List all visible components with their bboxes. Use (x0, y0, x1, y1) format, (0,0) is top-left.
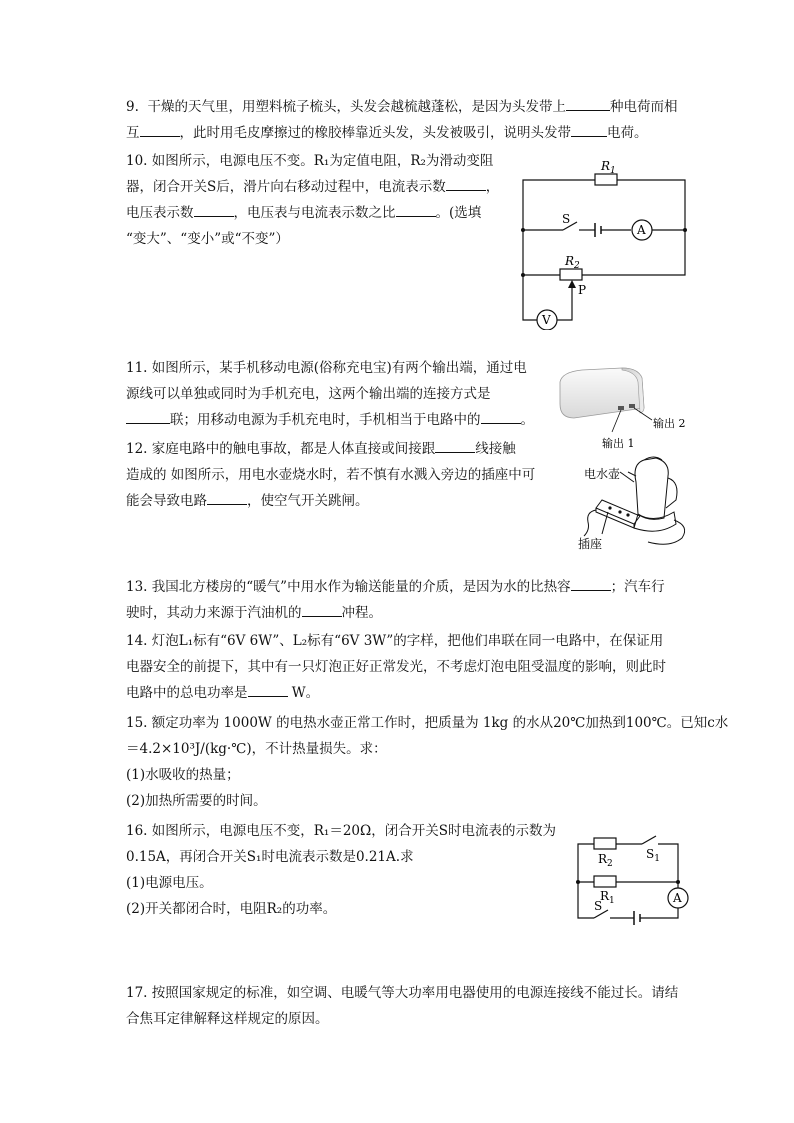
q9-blank-2[interactable] (140, 120, 180, 137)
ammeter-label: A (637, 223, 646, 237)
q15-text-4: (2)加热所需要的时间。 (126, 793, 267, 809)
q12-text-3a: 能会导致电路 (126, 493, 207, 509)
r2-label: $R_2$ (598, 852, 613, 869)
q10-blank-1[interactable] (446, 174, 486, 191)
q12-text-1b: 线接触 (475, 441, 516, 457)
question-11 (126, 355, 546, 433)
r1-resistor (594, 876, 616, 887)
q11-text-2: 源线可以单独或同时为手机充电，这两个输出端的连接方式是 (126, 386, 491, 402)
q16-circuit-diagram (572, 830, 694, 926)
q13-text-2b: 冲程。 (341, 605, 382, 621)
kettle-base (634, 512, 676, 531)
slider-arrow (568, 280, 576, 288)
q10-text-3b: ，电压表与电流表示数之比 (233, 205, 396, 221)
q12-blank-1[interactable] (435, 436, 475, 453)
battery (634, 911, 640, 925)
q17-text-1: 17. 按照国家规定的标准，如空调、电暖气等大功率用电器使用的电源连接线不能过长。请结 (126, 985, 679, 1001)
ammeter-label: A (673, 891, 682, 905)
q15-text-3: (1)水吸收的热量； (126, 767, 240, 783)
question-10 (126, 148, 526, 252)
q13-blank-1[interactable] (571, 574, 611, 591)
q16-text-3: (1)电源电压。 (126, 875, 213, 891)
r1-label: $R_1$ (600, 889, 615, 906)
q12-kettle-socket-figure (578, 452, 698, 552)
q12-text-3b: ，使空气开关跳闸。 (247, 493, 369, 509)
battery (595, 223, 601, 237)
q11-power-bank-figure (552, 360, 702, 452)
q14-blank-1[interactable] (248, 680, 288, 697)
q14-text-3a: 电路中的总电功率是 (126, 685, 248, 701)
q15-text-1: 15. 额定功率为 1000W 的电热水壶正常工作时，把质量为 1kg 的水从20℃加热到100℃。已知c水 (126, 715, 729, 731)
q11-text-3b: 。 (520, 412, 534, 428)
q10-text-3a: 电压表示数 (126, 205, 194, 221)
q10-blank-2[interactable] (194, 200, 234, 217)
r2-resistor (594, 838, 616, 849)
question-15 (126, 710, 729, 814)
q11-text-1: 11. 如图所示，某手机移动电源(俗称充电宝)有两个输出端，通过电 (126, 360, 527, 376)
socket-strip (596, 500, 640, 524)
s-label: S (594, 899, 603, 913)
r2-label: $R_2$ (565, 254, 580, 271)
question-12 (126, 436, 566, 514)
question-16 (126, 818, 566, 922)
q9-text-2b: ，此时用毛皮摩擦过的橡胶棒靠近头发，头发被吸引，说明头发带 (179, 125, 571, 141)
kettle-label: 电水壶 (584, 467, 621, 481)
q12-blank-2[interactable] (207, 488, 247, 505)
output-port-2 (629, 404, 635, 408)
q9-text-1b: 种电荷而相 (609, 99, 678, 115)
socket-label: 插座 (578, 537, 603, 551)
q9-text-2a: 互 (126, 125, 140, 141)
switch-s1 (642, 836, 656, 844)
q9-blank-1[interactable] (566, 94, 610, 111)
s-label: S (562, 212, 571, 226)
q13-blank-2[interactable] (302, 600, 342, 617)
q17-text-2: 合焦耳定律解释这样规定的原因。 (126, 1011, 329, 1027)
s1-label: $S_1$ (646, 847, 660, 864)
voltmeter-label: V (542, 313, 551, 327)
question-9 (126, 94, 696, 146)
question-13 (126, 574, 696, 626)
output-1-label: 输出 1 (602, 437, 635, 450)
q9-text-2c: 电荷。 (607, 125, 648, 141)
q10-blank-3[interactable] (396, 200, 436, 217)
q13-text-1b: ；汽车行 (610, 579, 665, 595)
q11-text-3a: 联；用移动电源为手机充电时，手机相当于电路中的 (170, 412, 481, 428)
kettle-body (635, 458, 668, 519)
power-bank-body (560, 368, 644, 418)
q12-text-2: 造成的 如图所示，用电水壶烧水时，若不慎有水溅入旁边的插座中可 (126, 467, 536, 483)
q16-text-4: (2)开关都闭合时，电阻R₂的功率。 (126, 901, 337, 917)
question-17 (126, 980, 696, 1032)
q14-text-1: 14. 灯泡L₁标有“6V 6W”、L₂标有“6V 3W”的字样，把他们串联在同一电路中，在保证用 (126, 633, 664, 649)
q11-blank-1[interactable] (126, 407, 170, 424)
q16-text-1: 16. 如图所示，电源电压不变，R₁＝20Ω，闭合开关S时电流表的示数为 (126, 823, 556, 839)
q13-text-2a: 驶时，其动力来源于汽油机的 (126, 605, 302, 621)
q9-blank-3[interactable] (571, 120, 607, 137)
output-2-label: 输出 2 (653, 417, 686, 430)
q10-text-1: 10. 如图所示，电源电压不变。R₁为定值电阻，R₂为滑动变阻 (126, 153, 494, 169)
q14-text-2: 电器安全的前提下，其中有一只灯泡正好正常发光，不考虑灯泡电阻受温度的影响，则此时 (126, 659, 666, 675)
q9-text-1: 9. 干燥的天气里，用塑料梳子梳头，头发会越梳越蓬松，是因为头发带上 (126, 99, 566, 115)
q10-text-4: “变大”、“变小”或“不变”） (126, 231, 289, 247)
q10-text-3c: 。(选填 (435, 205, 482, 221)
q11-blank-2[interactable] (481, 407, 521, 424)
q10-text-2b: ， (485, 179, 500, 195)
q12-text-1a: 12. 家庭电路中的触电事故，都是人体直接或间接跟 (126, 441, 436, 457)
q10-circuit-diagram (515, 155, 695, 330)
q14-text-3b: W。 (287, 685, 320, 701)
r1-label: $R_1$ (601, 159, 616, 176)
question-14 (126, 628, 696, 706)
q13-text-1a: 13. 我国北方楼房的“暖气”中用水作为输送能量的介质，是因为水的比热容 (126, 579, 571, 595)
output-port-1 (618, 406, 624, 410)
p-label: P (578, 283, 587, 297)
q16-text-2: 0.15A，再闭合开关S₁时电流表示数是0.21A.求 (126, 849, 414, 865)
q15-text-2: ＝4.2×10³J/(kg·℃)，不计热量损失。求： (126, 741, 387, 757)
q10-text-2a: 器，闭合开关S后，滑片向右移动过程中，电流表示数 (126, 179, 446, 195)
